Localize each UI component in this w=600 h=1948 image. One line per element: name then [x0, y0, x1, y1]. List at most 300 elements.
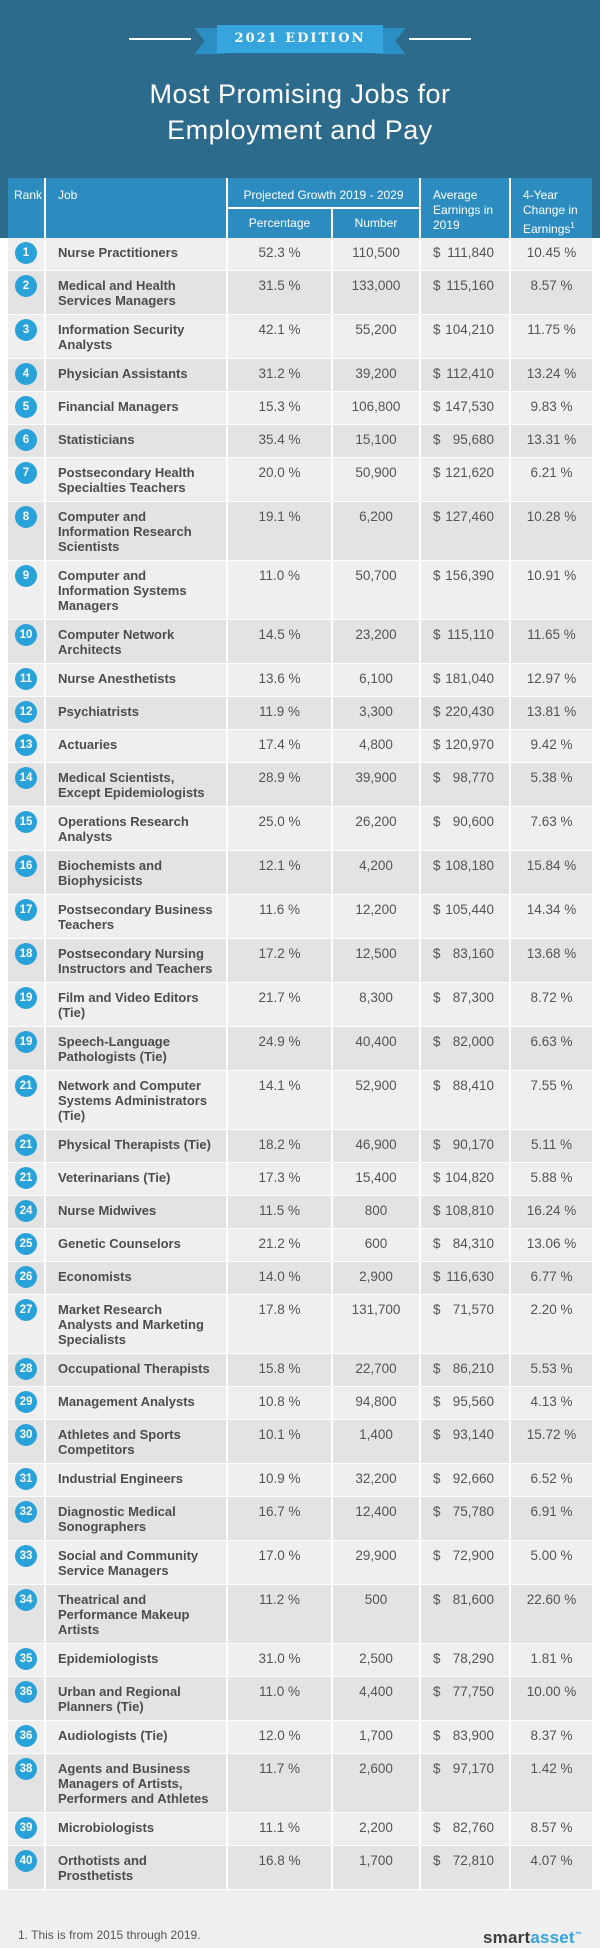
currency-symbol: $ [433, 1078, 441, 1093]
header-change [509, 178, 592, 238]
header-growth-subrow [228, 209, 419, 238]
rank-cell [8, 1027, 44, 1070]
rank-cell [8, 1846, 44, 1889]
currency-symbol: $ [433, 770, 441, 785]
earnings-amount: 90,170 [452, 1137, 494, 1152]
growth-percentage-cell: 15.8 % [226, 1354, 331, 1386]
currency-symbol: $ [433, 1504, 441, 1519]
growth-number-cell: 15,400 [331, 1163, 419, 1195]
page-title [0, 76, 600, 148]
growth-percentage-cell: 52.3 % [226, 238, 331, 270]
currency-symbol: $ [433, 322, 441, 337]
change-cell: 8.72 % [509, 983, 592, 1026]
earnings-cell [419, 458, 509, 501]
change-cell: 8.57 % [509, 1813, 592, 1845]
currency-symbol: $ [433, 1761, 441, 1776]
currency-symbol: $ [433, 1394, 441, 1409]
growth-percentage-cell: 14.5 % [226, 620, 331, 663]
rank-badge: 40 [15, 1850, 37, 1872]
logo-asset: asset [530, 1928, 575, 1947]
currency-symbol: $ [433, 858, 441, 873]
earnings-amount: 72,900 [452, 1548, 494, 1563]
table-row [8, 271, 592, 315]
table-row [8, 1677, 592, 1721]
table-header [8, 178, 592, 238]
rank-cell [8, 1130, 44, 1162]
job-cell: Speech-Language Pathologists (Tie) [44, 1027, 226, 1070]
rank-badge: 36 [15, 1681, 37, 1703]
growth-number-cell: 52,900 [331, 1071, 419, 1129]
rank-badge: 4 [15, 363, 37, 385]
currency-symbol: $ [433, 1651, 441, 1666]
earnings-amount: 72,810 [452, 1853, 494, 1868]
earnings-amount: 104,820 [445, 1170, 494, 1185]
growth-number-cell: 15,100 [331, 425, 419, 457]
currency-symbol: $ [433, 1548, 441, 1563]
rank-cell [8, 895, 44, 938]
rank-badge: 16 [15, 855, 37, 877]
rank-cell [8, 1541, 44, 1584]
earnings-amount: 108,180 [445, 858, 494, 873]
table-row [8, 851, 592, 895]
table-row [8, 1754, 592, 1813]
growth-percentage-cell: 16.7 % [226, 1497, 331, 1540]
job-cell: Urban and Regional Planners (Tie) [44, 1677, 226, 1720]
rank-badge: 15 [15, 811, 37, 833]
rank-cell [8, 392, 44, 424]
earnings-cell [419, 502, 509, 560]
earnings-amount: 111,840 [447, 245, 494, 260]
rank-cell [8, 1721, 44, 1753]
growth-number-cell: 32,200 [331, 1464, 419, 1496]
table-row [8, 1497, 592, 1541]
table-row [8, 359, 592, 392]
growth-percentage-cell: 17.3 % [226, 1163, 331, 1195]
earnings-amount: 95,680 [452, 432, 494, 447]
job-cell: Nurse Midwives [44, 1196, 226, 1228]
table-row [8, 664, 592, 697]
job-cell: Network and Computer Systems Administrators (Tie) [44, 1071, 226, 1129]
growth-number-cell: 8,300 [331, 983, 419, 1026]
table-row [8, 1229, 592, 1262]
growth-number-cell: 46,900 [331, 1130, 419, 1162]
growth-percentage-cell: 14.1 % [226, 1071, 331, 1129]
currency-symbol: $ [433, 465, 441, 480]
job-cell: Theatrical and Performance Makeup Artists [44, 1585, 226, 1643]
job-cell: Postsecondary Nursing Instructors and Teachers [44, 939, 226, 982]
growth-percentage-cell: 42.1 % [226, 315, 331, 358]
table-row [8, 1027, 592, 1071]
growth-number-cell: 29,900 [331, 1541, 419, 1584]
currency-symbol: $ [433, 366, 441, 381]
table-row [8, 315, 592, 359]
change-cell: 13.31 % [509, 425, 592, 457]
earnings-amount: 220,430 [445, 704, 494, 719]
header-number: Number [331, 209, 419, 238]
change-cell: 22.60 % [509, 1585, 592, 1643]
job-cell: Medical Scientists, Except Epidemiologists [44, 763, 226, 806]
currency-symbol: $ [433, 627, 441, 642]
growth-percentage-cell: 20.0 % [226, 458, 331, 501]
rank-badge: 17 [15, 899, 37, 921]
rank-cell [8, 1387, 44, 1419]
earnings-cell [419, 763, 509, 806]
rank-cell [8, 1295, 44, 1353]
earnings-amount: 93,140 [452, 1427, 494, 1442]
currency-symbol: $ [433, 1034, 441, 1049]
rank-badge: 31 [15, 1468, 37, 1490]
header-job: Job [44, 178, 226, 238]
currency-symbol: $ [433, 1427, 441, 1442]
earnings-cell [419, 939, 509, 982]
earnings-cell [419, 425, 509, 457]
growth-percentage-cell: 25.0 % [226, 807, 331, 850]
earnings-cell [419, 1196, 509, 1228]
header-growth-span: Projected Growth 2019 - 2029 [228, 178, 419, 209]
rank-badge: 13 [15, 734, 37, 756]
rank-badge: 35 [15, 1648, 37, 1670]
job-cell: Computer and Information Systems Managers [44, 561, 226, 619]
rank-badge: 1 [15, 242, 37, 264]
growth-number-cell: 6,200 [331, 502, 419, 560]
rank-cell [8, 238, 44, 270]
rank-cell [8, 1071, 44, 1129]
rank-badge: 2 [15, 275, 37, 297]
table-row [8, 1071, 592, 1130]
change-cell: 6.91 % [509, 1497, 592, 1540]
currency-symbol: $ [433, 1236, 441, 1251]
currency-symbol: $ [433, 990, 441, 1005]
change-cell: 11.65 % [509, 620, 592, 663]
rank-badge: 21 [15, 1075, 37, 1097]
header-growth-group [226, 178, 419, 238]
rank-cell [8, 1497, 44, 1540]
table-row [8, 1130, 592, 1163]
rank-cell [8, 1196, 44, 1228]
change-cell: 4.13 % [509, 1387, 592, 1419]
earnings-amount: 90,600 [452, 814, 494, 829]
rank-badge: 10 [15, 624, 37, 646]
earnings-cell [419, 983, 509, 1026]
earnings-amount: 81,600 [452, 1592, 494, 1607]
table-row [8, 392, 592, 425]
change-cell: 8.37 % [509, 1721, 592, 1753]
earnings-amount: 147,530 [445, 399, 494, 414]
currency-symbol: $ [433, 671, 441, 686]
rank-badge: 34 [15, 1589, 37, 1611]
change-cell: 15.72 % [509, 1420, 592, 1463]
rank-badge: 19 [15, 987, 37, 1009]
earnings-cell [419, 1071, 509, 1129]
earnings-cell [419, 561, 509, 619]
header-rank: Rank [14, 188, 43, 202]
change-cell: 6.52 % [509, 1464, 592, 1496]
growth-percentage-cell: 11.0 % [226, 561, 331, 619]
header-earnings: Average Earnings in 2019 [419, 178, 509, 238]
earnings-amount: 112,410 [446, 366, 494, 381]
earnings-amount: 95,560 [452, 1394, 494, 1409]
rank-cell [8, 620, 44, 663]
table-row [8, 807, 592, 851]
earnings-cell [419, 315, 509, 358]
earnings-cell [419, 1420, 509, 1463]
change-cell: 5.00 % [509, 1541, 592, 1584]
rank-badge: 12 [15, 701, 37, 723]
change-cell: 8.57 % [509, 271, 592, 314]
currency-symbol: $ [433, 737, 441, 752]
growth-percentage-cell: 10.1 % [226, 1420, 331, 1463]
growth-percentage-cell: 11.7 % [226, 1754, 331, 1812]
earnings-cell [419, 359, 509, 391]
growth-number-cell: 131,700 [331, 1295, 419, 1353]
change-cell: 11.75 % [509, 315, 592, 358]
job-cell: Psychiatrists [44, 697, 226, 729]
growth-number-cell: 55,200 [331, 315, 419, 358]
title-line-2: Employment and Pay [167, 115, 433, 145]
change-cell: 5.11 % [509, 1130, 592, 1162]
growth-number-cell: 12,500 [331, 939, 419, 982]
earnings-amount: 87,300 [452, 990, 494, 1005]
earnings-amount: 121,620 [445, 465, 494, 480]
change-cell: 10.45 % [509, 238, 592, 270]
earnings-cell [419, 664, 509, 696]
earnings-cell [419, 1813, 509, 1845]
footnote-superscript: 1 [570, 221, 575, 230]
table-row [8, 502, 592, 561]
rank-badge: 27 [15, 1299, 37, 1321]
earnings-cell [419, 851, 509, 894]
table-row [8, 697, 592, 730]
earnings-amount: 83,160 [452, 946, 494, 961]
growth-number-cell: 12,200 [331, 895, 419, 938]
earnings-amount: 116,630 [446, 1269, 494, 1284]
table-row [8, 561, 592, 620]
change-cell: 5.88 % [509, 1163, 592, 1195]
growth-percentage-cell: 15.3 % [226, 392, 331, 424]
earnings-amount: 156,390 [445, 568, 494, 583]
earnings-cell [419, 1497, 509, 1540]
growth-number-cell: 12,400 [331, 1497, 419, 1540]
job-cell: Computer and Information Research Scientists [44, 502, 226, 560]
job-cell: Athletes and Sports Competitors [44, 1420, 226, 1463]
rank-cell [8, 807, 44, 850]
growth-percentage-cell: 11.5 % [226, 1196, 331, 1228]
growth-percentage-cell: 17.0 % [226, 1541, 331, 1584]
change-cell: 5.38 % [509, 763, 592, 806]
currency-symbol: $ [433, 1302, 441, 1317]
earnings-amount: 105,440 [445, 902, 494, 917]
table-row [8, 1813, 592, 1846]
growth-number-cell: 40,400 [331, 1027, 419, 1070]
earnings-amount: 115,110 [447, 627, 494, 642]
currency-symbol: $ [433, 399, 441, 414]
logo-smart: smart [483, 1928, 531, 1947]
table-row [8, 895, 592, 939]
growth-percentage-cell: 17.2 % [226, 939, 331, 982]
currency-symbol: $ [433, 1853, 441, 1868]
rank-badge: 19 [15, 1031, 37, 1053]
growth-number-cell: 800 [331, 1196, 419, 1228]
rank-cell [8, 1262, 44, 1294]
rank-cell [8, 1229, 44, 1261]
change-cell: 5.53 % [509, 1354, 592, 1386]
currency-symbol: $ [433, 1820, 441, 1835]
earnings-amount: 115,160 [446, 278, 494, 293]
table-row [8, 730, 592, 763]
earnings-amount: 83,900 [452, 1728, 494, 1743]
table-row [8, 1420, 592, 1464]
rank-cell [8, 763, 44, 806]
rank-badge: 28 [15, 1358, 37, 1380]
earnings-cell [419, 1027, 509, 1070]
rank-badge: 39 [15, 1817, 37, 1839]
earnings-cell [419, 1130, 509, 1162]
earnings-cell [419, 1541, 509, 1584]
table-row [8, 425, 592, 458]
growth-percentage-cell: 19.1 % [226, 502, 331, 560]
growth-percentage-cell: 31.0 % [226, 1644, 331, 1676]
title-line-1: Most Promising Jobs for [149, 79, 451, 109]
earnings-amount: 98,770 [452, 770, 494, 785]
currency-symbol: $ [433, 1203, 441, 1218]
table-row [8, 1387, 592, 1420]
rank-badge: 38 [15, 1758, 37, 1780]
header-percentage: Percentage [248, 216, 311, 230]
growth-percentage-cell: 14.0 % [226, 1262, 331, 1294]
growth-number-cell: 2,900 [331, 1262, 419, 1294]
earnings-amount: 120,970 [445, 737, 494, 752]
table-row [8, 939, 592, 983]
currency-symbol: $ [433, 568, 441, 583]
growth-number-cell: 1,700 [331, 1721, 419, 1753]
table-row [8, 620, 592, 664]
currency-symbol: $ [433, 1592, 441, 1607]
earnings-amount: 88,410 [452, 1078, 494, 1093]
growth-percentage-cell: 11.0 % [226, 1677, 331, 1720]
growth-percentage-cell: 21.2 % [226, 1229, 331, 1261]
growth-percentage-cell: 24.9 % [226, 1027, 331, 1070]
rank-cell [8, 271, 44, 314]
rank-badge: 14 [15, 767, 37, 789]
ribbon-line-right [409, 38, 471, 40]
change-cell: 16.24 % [509, 1196, 592, 1228]
growth-percentage-cell: 35.4 % [226, 425, 331, 457]
table-row [8, 1541, 592, 1585]
change-cell: 13.06 % [509, 1229, 592, 1261]
growth-percentage-cell: 28.9 % [226, 763, 331, 806]
growth-number-cell: 106,800 [331, 392, 419, 424]
growth-percentage-cell: 10.8 % [226, 1387, 331, 1419]
growth-number-cell: 39,900 [331, 763, 419, 806]
table-row [8, 1721, 592, 1754]
rank-badge: 30 [15, 1424, 37, 1446]
rank-cell [8, 851, 44, 894]
earnings-cell [419, 1754, 509, 1812]
currency-symbol: $ [433, 1684, 441, 1699]
rank-badge: 18 [15, 943, 37, 965]
rank-cell [8, 458, 44, 501]
rank-badge: 7 [15, 462, 37, 484]
earnings-cell [419, 807, 509, 850]
earnings-cell [419, 730, 509, 762]
edition-ribbon [0, 24, 600, 54]
growth-number-cell: 2,200 [331, 1813, 419, 1845]
rank-cell [8, 730, 44, 762]
currency-symbol: $ [433, 1170, 441, 1185]
change-cell: 7.63 % [509, 807, 592, 850]
earnings-cell [419, 1387, 509, 1419]
change-cell: 9.42 % [509, 730, 592, 762]
job-cell: Information Security Analysts [44, 315, 226, 358]
job-cell: Audiologists (Tie) [44, 1721, 226, 1753]
table-row [8, 763, 592, 807]
growth-number-cell: 22,700 [331, 1354, 419, 1386]
logo-tm-mark: ™ [574, 1931, 582, 1939]
table-row [8, 1163, 592, 1196]
job-cell: Postsecondary Business Teachers [44, 895, 226, 938]
growth-number-cell: 4,800 [331, 730, 419, 762]
growth-percentage-cell: 31.2 % [226, 359, 331, 391]
job-cell: Agents and Business Managers of Artists, Performers and Athletes [44, 1754, 226, 1812]
growth-percentage-cell: 18.2 % [226, 1130, 331, 1162]
currency-symbol: $ [433, 1728, 441, 1743]
currency-symbol: $ [433, 245, 441, 260]
earnings-amount: 127,460 [445, 509, 494, 524]
job-cell: Statisticians [44, 425, 226, 457]
earnings-cell [419, 392, 509, 424]
growth-percentage-cell: 12.0 % [226, 1721, 331, 1753]
earnings-cell [419, 1464, 509, 1496]
growth-number-cell: 500 [331, 1585, 419, 1643]
earnings-cell [419, 1163, 509, 1195]
job-cell: Microbiologists [44, 1813, 226, 1845]
growth-number-cell: 23,200 [331, 620, 419, 663]
table-row [8, 983, 592, 1027]
earnings-cell [419, 1677, 509, 1720]
change-cell: 10.00 % [509, 1677, 592, 1720]
footer [0, 1890, 600, 1948]
earnings-cell [419, 1295, 509, 1353]
growth-percentage-cell: 21.7 % [226, 983, 331, 1026]
rank-badge: 5 [15, 396, 37, 418]
job-cell: Economists [44, 1262, 226, 1294]
table-row [8, 1354, 592, 1387]
rank-cell [8, 1420, 44, 1463]
currency-symbol: $ [433, 432, 441, 447]
earnings-amount: 104,210 [445, 322, 494, 337]
rank-badge: 33 [15, 1545, 37, 1567]
earnings-amount: 86,210 [452, 1361, 494, 1376]
growth-percentage-cell: 10.9 % [226, 1464, 331, 1496]
table-row [8, 458, 592, 502]
growth-number-cell: 50,700 [331, 561, 419, 619]
growth-number-cell: 3,300 [331, 697, 419, 729]
job-cell: Industrial Engineers [44, 1464, 226, 1496]
rank-cell [8, 561, 44, 619]
growth-number-cell: 26,200 [331, 807, 419, 850]
job-cell: Diagnostic Medical Sonographers [44, 1497, 226, 1540]
job-cell: Market Research Analysts and Marketing Specialists [44, 1295, 226, 1353]
table-row [8, 238, 592, 271]
earnings-cell [419, 1721, 509, 1753]
currency-symbol: $ [433, 509, 441, 524]
currency-symbol: $ [433, 278, 441, 293]
job-cell: Occupational Therapists [44, 1354, 226, 1386]
change-cell: 13.24 % [509, 359, 592, 391]
table-row [8, 1196, 592, 1229]
earnings-amount: 71,570 [452, 1302, 494, 1317]
earnings-cell [419, 895, 509, 938]
